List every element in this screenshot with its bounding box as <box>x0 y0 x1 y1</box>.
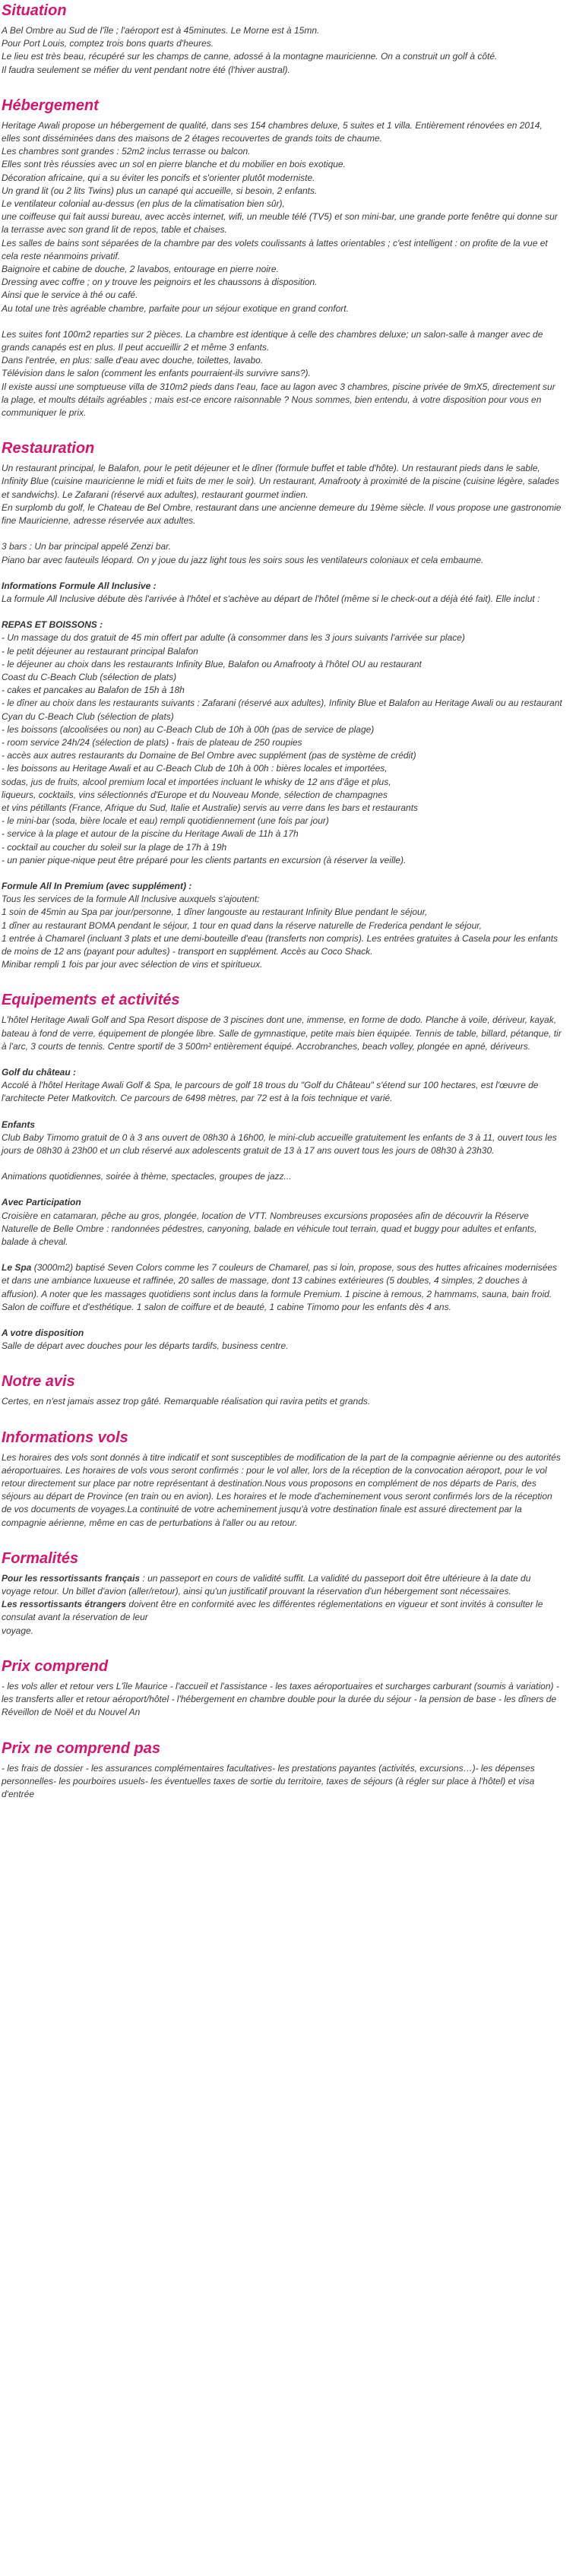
text-line: Les horaires des vols sont donnés à titre indicatif et sont susceptibles de modification de la part de la compagnie aérienne ou des autorités aéroportuaires. Les horaires de vols vous seront confirmés : pour le vol aller, lors de la réception de la convocation aéroport, pour le vol retour directement sur place par notre représentant à destination.Nous vous proposons en complément de nos départs de Paris, des séjours au départ de Province (en train ou en avion). Les horaires et le mode d'acheminement vous seront confirmés lors de la réception de vos documents de voyages.La continuité de votre acheminement jusqu'à votre destination finale est assuré directement par la compagnie aérienne, même en cas de perturbations à l'aller ou au retour. <box>2 1451 561 1528</box>
subheading-participation: Avec Participation <box>2 1197 81 1208</box>
list-item: - service à la plage et autour de la piscine du Heritage Awali de 11h à 17h <box>2 828 299 840</box>
section-title-vols: Informations vols <box>2 1429 128 1446</box>
equipements-text <box>2 1014 562 1353</box>
list-item: et vins pétillants (France, Afrique du Sud, Italie et Australie) servis au verre dans les bars et restaurants <box>2 802 419 813</box>
text-line: Animations quotidiennes, soirée à thème, spectacles, groupes de jazz... <box>2 1171 292 1182</box>
non-prix-text <box>2 1762 562 1802</box>
section-title-hebergement: Hébergement <box>2 97 99 114</box>
text-line: Un grand lit (ou 2 lits Twins) plus un canapé qui accueille, si besoin, 2 enfants. <box>2 185 318 196</box>
text-line: Au total une très agréable chambre, parfaite pour un séjour exotique en grand confort. <box>2 302 349 314</box>
subheading-enfants: Enfants <box>2 1119 36 1130</box>
text-line: Tous les services de la formule All Inclusive auxquels s'ajoutent: <box>2 894 260 905</box>
text-line: 1 entrée à Chamarel (incluant 3 plats et une demi-bouteille d'eau (transferts non compris). Les entrées gratuites à Casela pour les enfants de moins de 12 ans (payant pour adultes) - transport en supplément. Accès au Coco Shack. <box>2 932 559 957</box>
section-hebergement <box>2 95 562 419</box>
section-title-situation: Situation <box>2 2 67 19</box>
text-line: voyage. <box>2 1625 34 1636</box>
list-item: - accès aux autres restaurants du Domaine de Bel Ombre avec supplément (pas de système de crédit) <box>2 750 416 761</box>
text-line: Il faudra seulement se méfier du vent pendant notre été (l'hiver austral). <box>2 64 290 75</box>
text-line: Le lieu est très beau, récupéré sur les champs de canne, adossé à la montagne mauricienne. On a construit un golf à côté. <box>2 51 498 62</box>
subheading-repas: REPAS ET BOISSONS : <box>2 619 103 631</box>
section-formalites <box>2 1548 562 1638</box>
text-line: Dans l'entrée, en plus: salle d'eau avec douche, toilettes, lavabo. <box>2 355 264 366</box>
fr-text: : un passeport en cours de validité suffit. La validité du passeport doit être ultérieure à la date du voyage retour. Un billet d'avion (aller/retour), ainsi qu'un justificatif prouvant la réservation d'un hébergement sont nécessaires. <box>2 1572 531 1597</box>
text-line: 1 dîner au restaurant BOMA pendant le séjour, 1 tour en quad dans la réserve naturelle de Frederica pendant le séjour, <box>2 919 482 931</box>
subheading-golf: Golf du château : <box>2 1067 77 1078</box>
text-line: La formule All Inclusive débute dès l'arrivée à l'hôtel et s'achève au départ de l'hôtel (même si le check-out a déjà été fait). Elle inclut : <box>2 593 540 604</box>
text-line: Pour Port Louis, comptez trois bons quarts d'heures. <box>2 38 214 49</box>
list-item: - Un massage du dos gratuit de 45 min offert par adulte (à consommer dans les 3 jours suivants l'arrivée sur place) <box>2 632 465 644</box>
text-line: Il existe aussi une somptueuse villa de 310m2 pieds dans l'eau, face au lagon avec 3 chambres, piscine privée de 9mX5, directement sur la plage, et moults détails agréables ; mais est-ce encore raisonnable ? Nous sommes, bien entendu, à votre disposition pour vous en communiquer le prix. <box>2 381 555 419</box>
text-line: Piano bar avec fauteuils léopard. On y joue du jazz light tous les soirs sous les ventilateurs coloniaux et cela embaume. <box>2 554 484 565</box>
section-vols <box>2 1427 562 1530</box>
list-item: - room service 24h/24 (sélection de plats) - frais de plateau de 250 roupies <box>2 736 302 748</box>
subheading-all-inclusive: Informations Formule All Inclusive : <box>2 580 157 591</box>
list-item: - le dîner au choix dans les restaurants suivants : Zafarani (réservé aux adultes), Infinity Blue et Balafon au Heritage Awali ou au restaurant Cyan du C-Beach Club (sélection de plats) <box>2 698 562 722</box>
text-line: Télévision dans le salon (comment les enfants pourraient-ils survivre sans?). <box>2 368 311 379</box>
text-line: En surplomb du golf, le Chateau de Bel Ombre, restaurant dans une ancienne demeure du 19ème siècle. Il vous propose une gastronomie fine Mauricienne, adresse réservée aux adultes. <box>2 502 562 527</box>
text-line: Salle de départ avec douches pour les départs tardifs, business centre. <box>2 1340 289 1352</box>
section-restauration <box>2 438 562 971</box>
text-line: - les frais de dossier - les assurances complémentaires facultatives- les prestations payantes (activités, excursions…)- les dépenses personnelles- les pourboires usuels- les éventuelles taxes de sortie du territoire, taxes de séjours (à régler sur place à l'hôtel) et visa d'entrée <box>2 1762 535 1799</box>
section-title-non-prix: Prix ne comprend pas <box>2 1739 160 1757</box>
section-equipements <box>2 989 562 1353</box>
text-line: Minibar rempli 1 fois par jour avec sélection de vins et spiritueux. <box>2 959 263 970</box>
text-line: Croisière en catamaran, pêche au gros, plongée, location de VTT. Nombreuses excursions proposées afin de découvrir la Réserve Naturelle de Belle Ombre : randonnées pédestres, canyoning, balade en véhicule tout terrain, quad et buggy pour adultes et enfants, balade à cheval. <box>2 1210 537 1248</box>
restauration-text <box>2 462 562 971</box>
section-title-formalites: Formalités <box>2 1549 79 1567</box>
formalites-fr <box>2 1572 562 1598</box>
text-line: Accolé à l'hôtel Heritage Awali Golf & Spa, le parcours de golf 18 trous du "Golf du Château" s'étend sur 100 hectares, est l'œuvre de l'architecte Peter Matkovitch. Ce parcours de 6498 mètres, par 72 est à la fois technique et varié. <box>2 1080 539 1104</box>
text-line: une coiffeuse qui fait aussi bureau, avec accès internet, wifi, un meuble télé (TV5) et son mini-bar, une grande porte fenêtre qui donne sur la terrasse avec son grand lit de repos, table et chaises. <box>2 211 558 236</box>
list-item: Coast du C-Beach Club (sélection de plats) <box>2 671 177 682</box>
hebergement-text <box>2 119 562 419</box>
section-title-equipements: Equipements et activités <box>2 992 180 1009</box>
prix-text <box>2 1680 562 1720</box>
list-item: - les boissons au Heritage Awali et au C-Beach Club de 10h à 00h : bières locales et importées, <box>2 763 388 774</box>
text-line: A Bel Ombre au Sud de l'île ; l'aéroport est à 45minutes. Le Morne est à 15mn. <box>2 25 320 36</box>
subheading-premium: Formule All In Premium (avec supplément) : <box>2 880 192 891</box>
list-item: - le mini-bar (soda, bière locale et eau) rempli quotidiennement (une fois par jour) <box>2 815 329 827</box>
section-title-prix: Prix comprend <box>2 1657 109 1675</box>
vols-text <box>2 1451 562 1530</box>
formalites-etrangers <box>2 1598 562 1624</box>
list-item: sodas, jus de fruits, alcool premium local et importées incluant le whisky de 12 ans d'âge et plus, <box>2 776 391 787</box>
section-situation <box>2 0 562 77</box>
text-line: Les salles de bains sont séparées de la chambre par des volets coulissants à lattes orientables ; c'est intelligent : on profite de la vue et cela reste néanmoins privatif. <box>2 237 548 261</box>
list-item: liqueurs, cocktails, vins sélectionnés d'Europe et du Nouveau Monde, sélection de champagnes <box>2 789 388 800</box>
list-item: - le petit déjeuner au restaurant principal Balafon <box>2 645 198 657</box>
avis-text <box>2 1395 562 1408</box>
list-item: - cakes et pancakes au Balafon de 15h à 18h <box>2 685 185 696</box>
text-line: Dressing avec coffre ; on y trouve les peignoirs et les chaussons à disposition. <box>2 277 318 288</box>
text-line: 1 soin de 45min au Spa par jour/personne, 1 dîner langouste au restaurant Infinity Blue pendant le séjour, <box>2 907 428 918</box>
text-line: Heritage Awali propose un hébergement de qualité, dans ses 154 chambres deluxe, 5 suites et 1 villa. Entièrement rénovées en 2014, elles sont disséminées dans des maisons de 2 étages recouvertes de grands toits de chaume. <box>2 119 543 144</box>
spa-text: (3000m2) baptisé Seven Colors comme les 7 couleurs de Chamarel, pas si loin, propose, sous des huttes africaines modernisées et dans une ambiance luxueuse et raffinée, 20 salles de massage, dont 13 cabines extérieures (5 doubles, 4 simples, 2 douches à affusion). A noter que les massages quotidiens sont inclus dans la formule Premium. 1 piscine à remous, 2 hammams, sauna, bain froid. Salon de coiffure et d'esthétique. 1 salon de coiffure et de beauté, 1 cabine Timomo pour les enfants dès 4 ans. <box>2 1262 558 1312</box>
text-line: L'hôtel Heritage Awali Golf and Spa Resort dispose de 3 piscines dont une, immense, en forme de dodo. Planche à voile, dériveur, kayak, bateau à fond de verre, équipement de plongée libre. Salle de gymnastique, petite mais bien équipée. Tennis de table, billard, pétanque, tir à l'arc, 3 courts de tennis. Centre sportif de 3 500m² entièrement équipé. Accrobranches, beach volley, plongée en apné, dériveurs. <box>2 1014 562 1052</box>
section-title-avis: Notre avis <box>2 1373 75 1391</box>
text-line: 3 bars : Un bar principal appelé Zenzi bar. <box>2 541 172 552</box>
et-text: doivent être en conformité avec les différentes réglementations en vigueur et sont invités à consulter le consulat avant la réservation de leur <box>2 1599 543 1623</box>
spa-paragraph <box>2 1261 562 1314</box>
text-line: Certes, en n'est jamais assez trop gâté. Remarquable réalisation qui ravira petits et grands. <box>2 1396 371 1407</box>
subheading-disposition: A votre disposition <box>2 1328 84 1339</box>
situation-text <box>2 24 562 77</box>
text-line: Les suites font 100m2 reparties sur 2 pièces. La chambre est identique à celle des chambres deluxe; un salon-salle à manger avec de grands canapés est en plus. Il peut accueillir 2 et même 3 enfants. <box>2 328 543 353</box>
text-line: Elles sont très réussies avec un sol en pierre blanche et du mobilier en bois exotique. <box>2 159 346 170</box>
text-line: Décoration africaine, qui a su éviter les poncifs et s'orienter plutôt moderniste. <box>2 172 315 183</box>
fr-label: Pour les ressortissants français <box>2 1572 141 1584</box>
section-prix <box>2 1656 562 1720</box>
text-line: Un restaurant principal, le Balafon, pour le petit déjeuner et le dîner (formule buffet et table d'hôte). Un restaurant pieds dans le sable, Infinity Blue (cuisine mauricienne le midi et fuits de mer le soir). Un restaurant, Amafrooty à proximité de la piscine (cuisine légère, salades et sandwichs). Le Zafarani (réservé aux adultes), restaurant gourmet indien. <box>2 463 559 500</box>
formalites-text <box>2 1572 562 1638</box>
list-item: - le déjeuner au choix dans les restaurants Infinity Blue, Balafon ou Amafrooty à l'hôtel OU au restaurant <box>2 658 422 669</box>
text-line: Les chambres sont grandes : 52m2 inclus terrasse ou balcon. <box>2 146 251 157</box>
text-line: - les vols aller et retour vers L'île Maurice - l'accueil et l'assistance - les taxes aéroportuaires et surcharges carburant (soumis à variation) - les transferts aller et retour aéroport/hôtel - l'hébergement en chambre double pour la durée du séjour - la pension de base - les dîners de Réveillon de Noël et du Nouvel An <box>2 1680 559 1718</box>
section-avis <box>2 1371 562 1408</box>
text-line: Ainsi que le service à thé ou café. <box>2 290 138 301</box>
text-line: Baignoire et cabine de douche, 2 lavabos, entourage en pierre noire. <box>2 264 279 275</box>
list-item: - cocktail au coucher du soleil sur la plage de 17h à 19h <box>2 841 227 853</box>
list-item: - les boissons (alcoolisées ou non) au C-Beach Club de 10h à 00h (pas de service de plage) <box>2 723 375 735</box>
section-title-restauration: Restauration <box>2 440 95 457</box>
section-non-prix <box>2 1738 562 1802</box>
et-label: Les ressortissants étrangers <box>2 1599 127 1610</box>
spa-label: Le Spa <box>2 1262 32 1274</box>
text-line: Club Baby Timomo gratuit de 0 à 3 ans ouvert de 08h30 à 16h00, le mini-club accueille gratuitement les enfants de 3 à 11, ouvert tous les jours de 08h30 à 23h00 et un club réservé aux adolescents gratuit de 13 à 17 ans ouvert tous les jours de 08h30 à 23h30. <box>2 1131 557 1157</box>
list-item: - un panier pique-nique peut être préparé pour les clients partants en excursion (à réserver la veille). <box>2 854 407 866</box>
text-line: Le ventilateur colonial au-dessus (en plus de la climatisation bien sûr), <box>2 198 285 210</box>
